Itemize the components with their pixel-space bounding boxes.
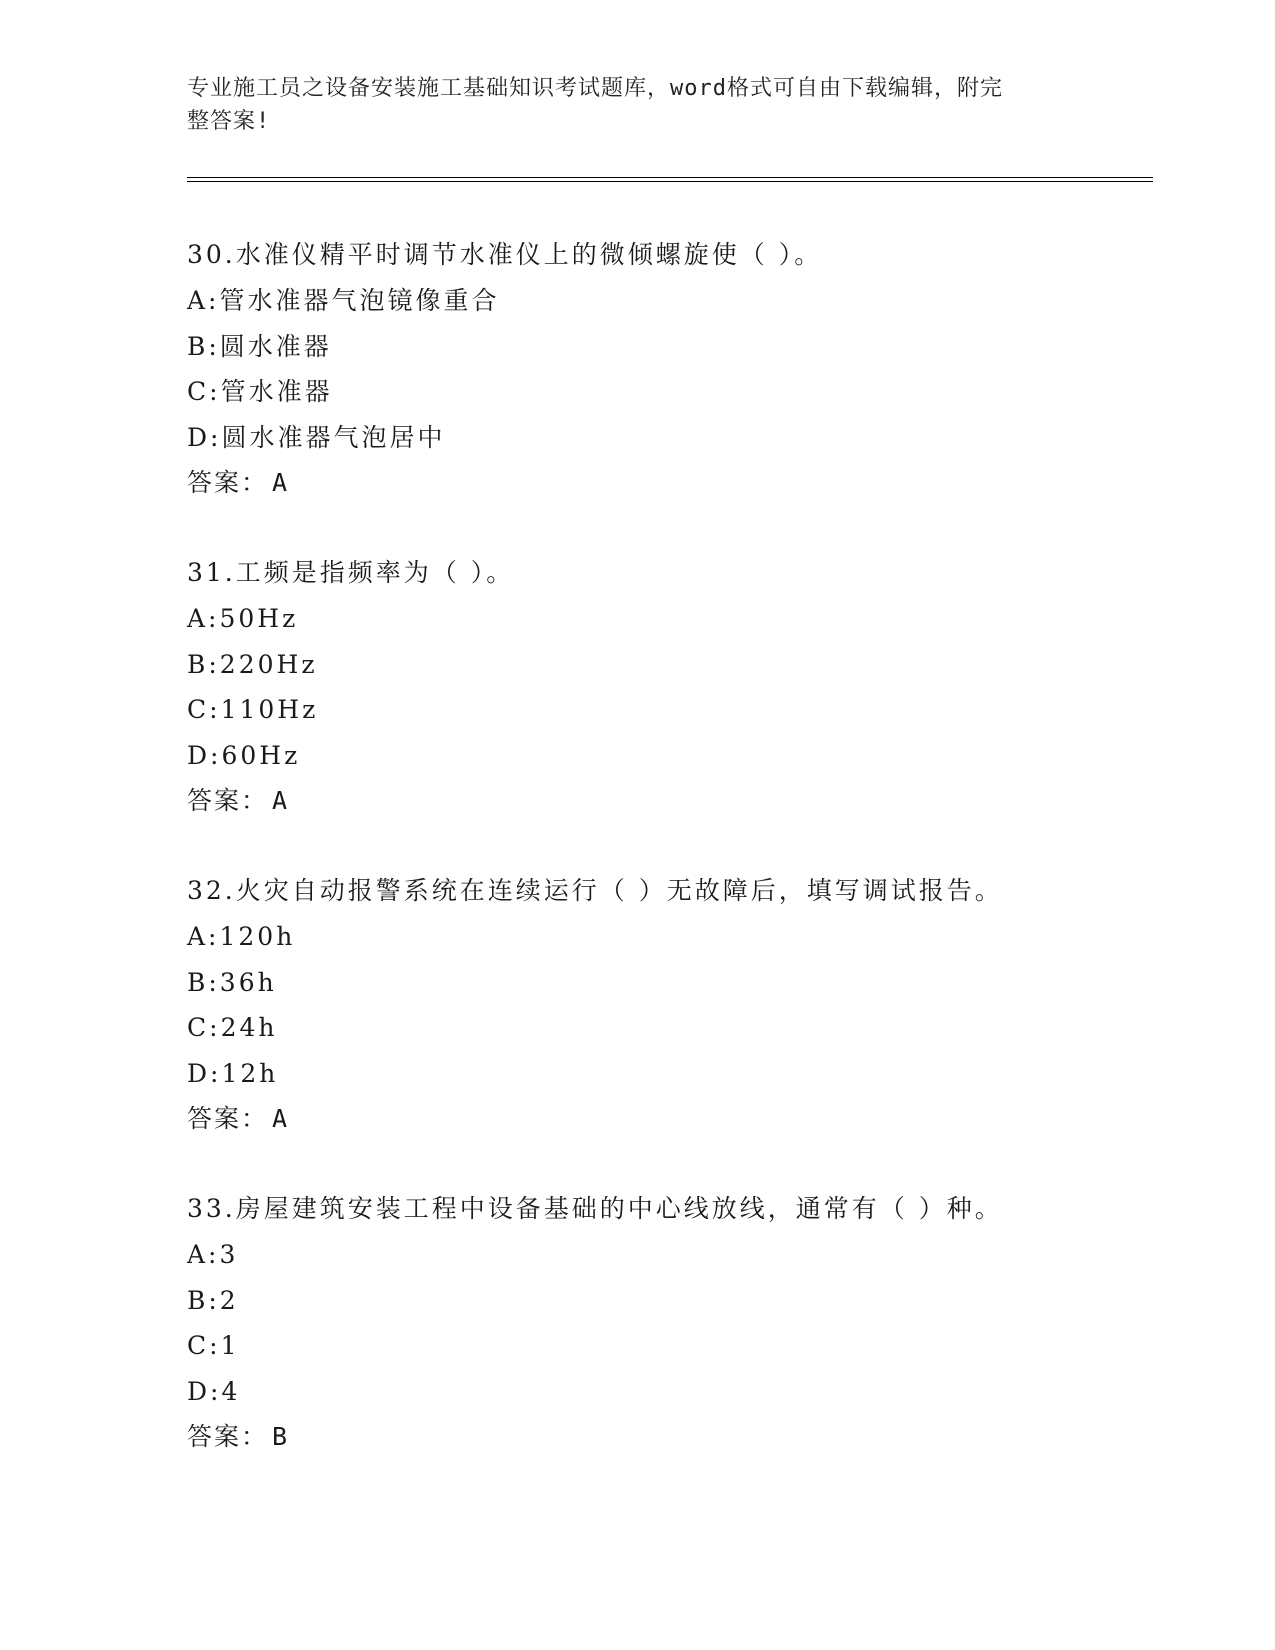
option-letter: B: (187, 331, 220, 361)
option-letter: D: (187, 1376, 222, 1406)
option-text: 24h (220, 1013, 278, 1042)
option-text: 36h (219, 967, 277, 997)
question-30 (187, 232, 1147, 505)
option-d (187, 415, 1147, 461)
answer-value: A (272, 1104, 290, 1133)
option-a (187, 596, 1147, 642)
option-letter: B: (187, 649, 220, 679)
question-33 (187, 1186, 1147, 1459)
option-letter: A: (187, 1240, 220, 1269)
document-header (187, 72, 1067, 138)
question-title: 31.工频是指频率为（ ）。 (187, 558, 515, 587)
option-text: 2 (219, 1285, 239, 1315)
option-text: 圆水准器 (219, 331, 332, 361)
option-text: 220Hz (219, 649, 318, 679)
option-d (187, 1369, 1147, 1415)
option-letter: A: (187, 604, 220, 633)
option-letter: A: (187, 922, 220, 951)
answer-value: A (272, 468, 290, 497)
option-text: 管水准器气泡镜像重合 (219, 286, 500, 315)
option-letter: A: (187, 286, 220, 315)
answer-label: 答案： (187, 786, 269, 815)
option-text: 1 (220, 1331, 240, 1360)
option-a (187, 914, 1147, 960)
option-letter: C: (187, 377, 221, 406)
answer-label: 答案： (187, 1422, 269, 1451)
header-line-2: 整答案! (187, 109, 271, 134)
answer-label: 答案： (187, 468, 269, 497)
answer-label: 答案： (187, 1104, 269, 1133)
option-letter: B: (187, 1285, 220, 1315)
option-b (187, 1278, 1147, 1324)
question-title: 32.火灾自动报警系统在连续运行（ ）无故障后，填写调试报告。 (187, 876, 1003, 905)
answer-value: A (272, 786, 290, 815)
option-text: 110Hz (220, 695, 319, 724)
option-letter: D: (187, 740, 222, 770)
option-letter: C: (187, 695, 221, 724)
option-text: 4 (221, 1376, 241, 1406)
option-b (187, 960, 1147, 1006)
option-text: 120h (219, 922, 296, 951)
option-text: 50Hz (219, 604, 299, 633)
answer-line (187, 460, 1147, 505)
question-title: 33.房屋建筑安装工程中设备基础的中心线放线，通常有（ ）种。 (187, 1194, 1003, 1223)
option-b (187, 324, 1147, 370)
option-c (187, 687, 1147, 733)
option-letter: C: (187, 1331, 221, 1360)
option-text: 圆水准器气泡居中 (221, 422, 446, 452)
option-text: 管水准器 (220, 377, 333, 406)
option-d (187, 733, 1147, 779)
header-divider-bottom (187, 181, 1153, 182)
option-c (187, 369, 1147, 415)
header-line-1: 专业施工员之设备安装施工基础知识考试题库，word格式可自由下载编辑，附完 (187, 76, 1003, 101)
option-b (187, 642, 1147, 688)
option-letter: B: (187, 967, 220, 997)
option-c (187, 1005, 1147, 1051)
answer-line (187, 1096, 1147, 1141)
answer-value: B (272, 1422, 290, 1451)
option-letter: D: (187, 1058, 222, 1088)
answer-line (187, 1414, 1147, 1459)
option-c (187, 1323, 1147, 1369)
option-text: 60Hz (221, 740, 301, 770)
option-a (187, 278, 1147, 324)
option-d (187, 1051, 1147, 1097)
option-text: 3 (219, 1240, 239, 1269)
question-31 (187, 550, 1147, 823)
answer-line (187, 778, 1147, 823)
option-a (187, 1232, 1147, 1278)
option-letter: C: (187, 1013, 221, 1042)
option-letter: D: (187, 422, 222, 452)
question-title: 30.水准仪精平时调节水准仪上的微倾螺旋使（ ）。 (187, 240, 823, 269)
header-divider-top (187, 177, 1153, 178)
option-text: 12h (221, 1058, 279, 1088)
question-32 (187, 868, 1147, 1141)
